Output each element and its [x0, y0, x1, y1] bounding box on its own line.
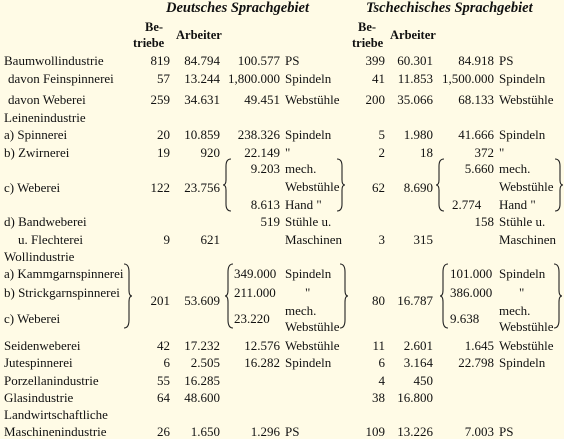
cell: PS: [499, 53, 514, 68]
row-label: Baumwollindustrie: [4, 53, 104, 68]
cell: 920: [200, 145, 220, 160]
cell: 13.244: [184, 71, 220, 86]
cell: PS: [499, 424, 514, 439]
header-german: Deutsches Sprachgebiet: [166, 0, 309, 16]
cell: 84.794: [184, 53, 220, 68]
cell: 6: [163, 355, 170, 370]
cell: 4: [378, 373, 385, 388]
cell: 12.576: [244, 338, 280, 353]
cell: Spindeln: [285, 71, 332, 86]
brace-icon: [436, 158, 444, 212]
row-label: Jutespinnerei: [4, 355, 73, 370]
cell: 2.505: [190, 355, 220, 370]
cell: Maschinen: [499, 232, 557, 247]
cell: 259: [150, 92, 170, 107]
cell: Webstühle: [499, 338, 554, 353]
cell: 122: [150, 180, 170, 195]
row-label: c) Weberei: [4, 180, 61, 195]
cell: Stühle u.: [499, 214, 546, 229]
cell: mech.: [285, 303, 317, 318]
cell: 49.451: [244, 92, 280, 107]
row-label: b) Strickgarnspinnerei: [4, 285, 120, 300]
cell: 211.000: [234, 285, 276, 300]
cell: 16.285: [184, 373, 220, 388]
cell: Webstühle: [499, 92, 554, 107]
cell: 101.000: [450, 266, 493, 281]
cell: Webstühle: [285, 338, 340, 353]
row-label: Leinenindustrie: [4, 110, 86, 125]
brace-icon: [223, 158, 231, 212]
cell: 100.577: [237, 53, 280, 68]
row-label: Maschinenindustrie: [4, 424, 107, 439]
cell: 62: [372, 180, 385, 195]
cell: ": [305, 285, 311, 300]
cell: 2: [378, 145, 385, 160]
cell: 57: [157, 71, 170, 86]
cell: 386.000: [450, 285, 493, 300]
cell: 238.326: [237, 127, 280, 142]
cell: 372: [474, 145, 494, 160]
cell: Spindeln: [499, 355, 546, 370]
cell: Webstühle: [285, 92, 340, 107]
cell: Hand ": [499, 197, 536, 212]
cell: 5: [378, 127, 385, 142]
cell: mech.: [285, 161, 317, 176]
col-betriebe-g-1: Be-: [145, 20, 164, 34]
cell: mech.: [499, 303, 531, 318]
cell: 158: [474, 214, 494, 229]
cell: Webstühle: [285, 179, 340, 194]
cell: 8.690: [403, 180, 433, 195]
cell: 17.232: [184, 338, 220, 353]
cell: 38: [372, 390, 385, 405]
cell: 200: [365, 92, 385, 107]
cell: 18: [420, 145, 433, 160]
cell: PS: [285, 424, 300, 439]
cell: Spindeln: [499, 127, 546, 142]
cell: 16.800: [397, 390, 433, 405]
cell: Spindeln: [285, 355, 332, 370]
brace-icon: [337, 158, 345, 212]
cell: 349.000: [234, 266, 277, 281]
col-betriebe-c-1: Be-: [358, 20, 377, 34]
cell: Spindeln: [499, 266, 546, 281]
row-label: c) Weberei: [4, 311, 61, 326]
cell: 19: [157, 145, 170, 160]
cell: 201: [150, 293, 170, 308]
cell: 35.066: [397, 92, 433, 107]
cell: 8.613: [250, 197, 280, 212]
cell: 22.149: [244, 145, 280, 160]
cell: 1,500.000: [442, 71, 494, 86]
cell: 16.787: [397, 293, 433, 308]
col-betriebe-c-2: triebe: [352, 36, 384, 50]
cell: 20: [157, 127, 170, 142]
cell: 80: [372, 293, 385, 308]
cell: Webstühle: [499, 319, 554, 334]
cell: 26: [157, 424, 170, 439]
cell: 60.301: [397, 53, 433, 68]
cell: 6: [378, 355, 385, 370]
cell: 11.853: [397, 71, 433, 86]
cell: Spindeln: [285, 127, 332, 142]
cell: 1.980: [403, 127, 433, 142]
cell: 1.645: [464, 338, 494, 353]
cell: Webstühle: [285, 319, 340, 334]
cell: 109: [365, 424, 385, 439]
cell: 819: [150, 53, 170, 68]
brace-icon: [440, 263, 448, 329]
row-label: a) Kammgarnspinnerei: [4, 266, 124, 281]
cell: 399: [365, 53, 385, 68]
cell: 64: [157, 390, 170, 405]
cell: 34.631: [184, 92, 220, 107]
cell: 5.660: [464, 161, 494, 176]
cell: 84.918: [458, 53, 494, 68]
cell: 3.164: [403, 355, 433, 370]
row-label: davon Weberei: [8, 92, 86, 107]
cell: 2.601: [403, 338, 433, 353]
header-czech: Tschechisches Sprachgebiet: [366, 0, 533, 16]
cell: Spindeln: [499, 71, 546, 86]
cell: 23.756: [184, 180, 220, 195]
cell: 48.600: [184, 390, 220, 405]
cell: 11: [372, 338, 385, 353]
cell: 16.282: [244, 355, 280, 370]
cell: 22.798: [458, 355, 494, 370]
cell: Stühle u.: [285, 214, 332, 229]
cell: 315: [413, 232, 433, 247]
col-betriebe-g-2: triebe: [133, 36, 165, 50]
cell: 23.220: [234, 311, 270, 326]
cell: 621: [200, 232, 220, 247]
cell: 13.226: [397, 424, 433, 439]
cell: 9: [163, 232, 170, 247]
cell: 10.859: [184, 127, 220, 142]
cell: 3: [378, 232, 385, 247]
cell: 1.650: [190, 424, 220, 439]
cell: Hand ": [285, 197, 322, 212]
row-label: d) Bandweberei: [4, 214, 87, 229]
cell: Webstühle: [499, 179, 554, 194]
row-label: a) Spinnerei: [4, 127, 68, 142]
cell: Maschinen: [285, 232, 343, 247]
cell: ": [499, 145, 505, 160]
row-label: b) Zwirnerei: [4, 145, 70, 160]
cell: mech.: [499, 161, 531, 176]
cell: 9.638: [450, 311, 480, 326]
cell: PS: [285, 53, 300, 68]
cell: 9.203: [250, 161, 280, 176]
row-label: Wollindustrie: [4, 249, 75, 264]
cell: 450: [413, 373, 433, 388]
brace-icon: [554, 263, 562, 329]
brace-icon: [225, 263, 233, 329]
cell: 41.666: [458, 127, 494, 142]
cell: 41: [372, 71, 385, 86]
row-label: Glasindustrie: [4, 390, 74, 405]
cell: 68.133: [458, 92, 494, 107]
cell: 2.774: [452, 197, 482, 212]
row-label: Landwirtschaftliche: [4, 407, 108, 422]
cell: 7.003: [464, 424, 494, 439]
cell: 519: [260, 214, 280, 229]
row-label: Seidenweberei: [4, 338, 81, 353]
cell: 42: [157, 338, 170, 353]
cell: 1,800.000: [228, 71, 280, 86]
cell: Spindeln: [285, 266, 332, 281]
cell: 1.296: [250, 424, 280, 439]
cell: ": [285, 145, 291, 160]
cell: ": [519, 285, 525, 300]
col-arbeiter-c: Arbeiter: [390, 28, 436, 42]
cell: 55: [157, 373, 170, 388]
brace-icon: [555, 158, 563, 212]
cell: 53.609: [184, 293, 220, 308]
row-label: davon Feinspinnerei: [8, 71, 114, 86]
col-arbeiter-g: Arbeiter: [176, 28, 222, 42]
row-label: Porzellanindustrie: [4, 373, 99, 388]
row-label: u. Flechterei: [18, 232, 83, 247]
